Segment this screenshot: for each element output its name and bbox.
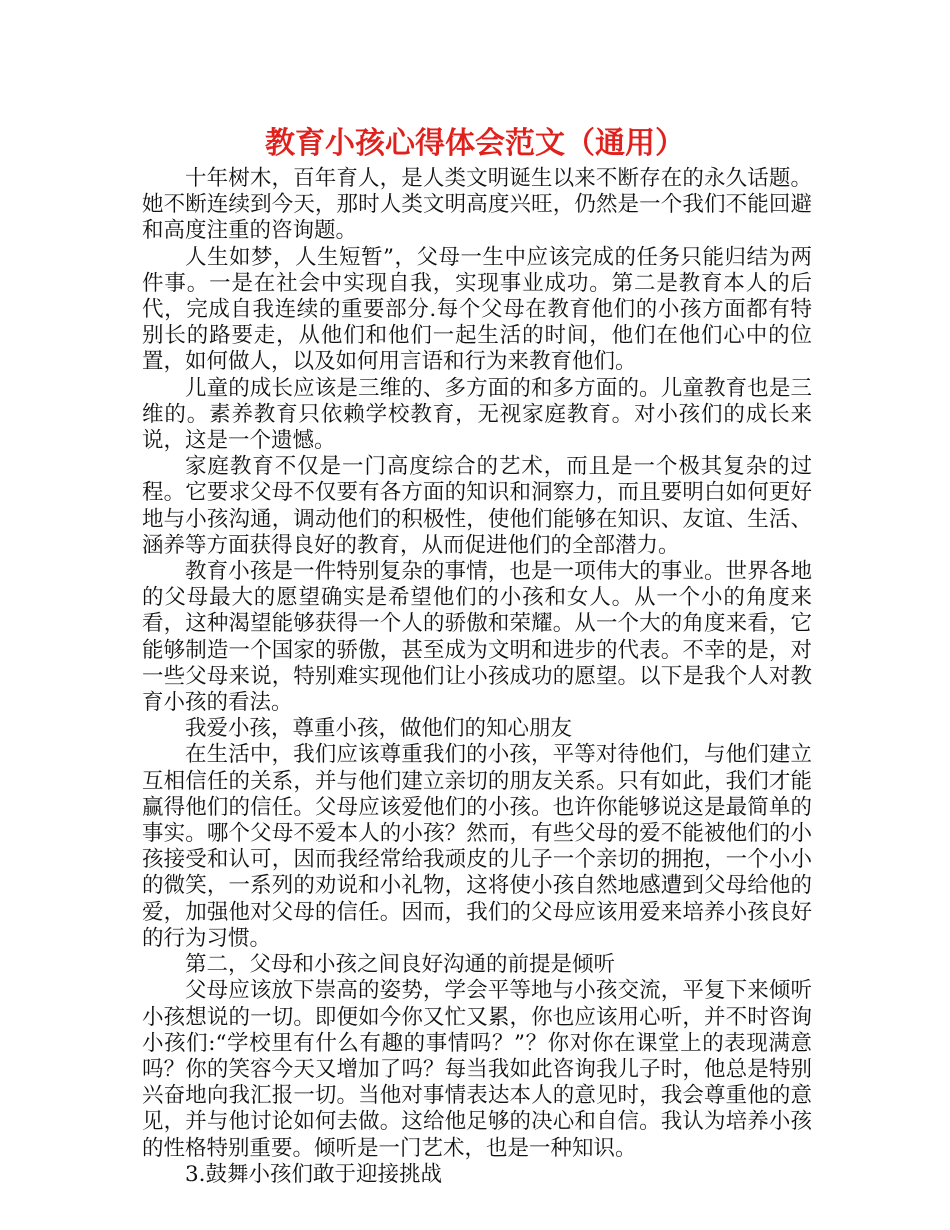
paragraph-6: 在生活中，我们应该尊重我们的小孩，平等对待他们，与他们建立互相信任的关系，并与他们建立亲切的朋友关系。只有如此，我们才能赢得他们的信任。父母应该爱他们的小孩。也许你能够说这是最简单的事实。哪个父母不爱本人的小孩？然而，有些父母的爱不能被他们的小孩接受和认可，因而我经常给我顽皮的儿子一个亲切的拥抱，一个小小的微笑，一系列的劝说和小礼物，这将使小孩自然地感遭到父母给他的爱，加强他对父母的信任。因而，我们的父母应该用爱来培养小孩良好的行为习惯。	[142, 742, 812, 951]
paragraph-2: 人生如梦，人生短暂”，父母一生中应该完成的任务只能归结为两件事。一是在社会中实现自我，实现事业成功。第二是教育本人的后代，完成自我连续的重要部分.每个父母在教育他们的小孩方面都有特别长的路要走，从他们和他们一起生活的时间，他们在他们心中的位置，如何做人，以及如何用言语和行为来教育他们。	[142, 244, 812, 375]
document-body	[142, 166, 812, 1188]
paragraph-5: 教育小孩是一件特别复杂的事情，也是一项伟大的事业。世界各地的父母最大的愿望确实是希望他们的小孩和女人。从一个小的角度来看，这种渴望能够获得一个人的骄傲和荣耀。从一个大的角度来看，它能够制造一个国家的骄傲，甚至成为文明和进步的代表。不幸的是，对一些父母来说，特别难实现他们让小孩成功的愿望。以下是我个人对教育小孩的看法。	[142, 559, 812, 716]
section-heading-3: 3.鼓舞小孩们敢于迎接挑战	[185, 1161, 443, 1187]
document-title: 教育小孩心得体会范文（通用）	[265, 126, 685, 161]
paragraph-3: 儿童的成长应该是三维的、多方面的和多方面的。儿童教育也是三维的。素养教育只依赖学校教育，无视家庭教育。对小孩们的成长来说，这是一个遗憾。	[142, 375, 812, 454]
paragraph-4: 家庭教育不仅是一门高度综合的艺术，而且是一个极其复杂的过程。它要求父母不仅要有各方面的知识和洞察力，而且要明白如何更好地与小孩沟通，调动他们的积极性，使他们能够在知识、友谊、生活、涵养等方面获得良好的教育，从而促进他们的全部潜力。	[142, 454, 812, 558]
section-heading-2: 第二，父母和小孩之间良好沟通的前提是倾听	[185, 952, 616, 978]
paragraph-1: 十年树木，百年育人，是人类文明诞生以来不断存在的永久话题。她不断连续到今天，那时人类文明高度兴旺，仍然是一个我们不能回避和高度注重的咨询题。	[142, 166, 812, 244]
paragraph-7: 父母应该放下崇高的姿势，学会平等地与小孩交流，平复下来倾听小孩想说的一切。即便如今你又忙又累，你也应该用心听，并不时咨询小孩们:“学校里有什么有趣的事情吗？”？你对你在课堂上的表现满意吗？你的笑容今天又增加了吗？每当我如此咨询我儿子时，他总是特别兴奋地向我汇报一切。当他对事情表达本人的意见时，我会尊重他的意见，并与他讨论如何去做。这给他足够的决心和自信。我认为培养小孩的性格特别重要。倾听是一门艺术，也是一种知识。	[142, 978, 812, 1161]
section-heading-1: 我爱小孩，尊重小孩，做他们的知心朋友	[185, 716, 573, 742]
